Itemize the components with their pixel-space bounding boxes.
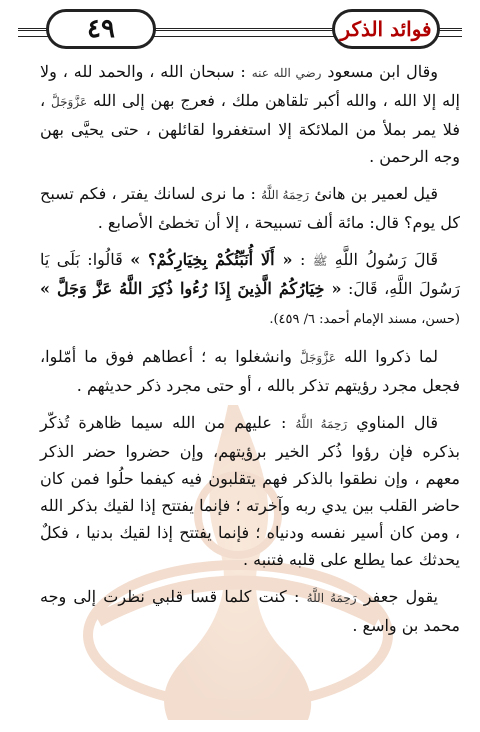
text-run: قَالُوا: بَلَى يَا رَسُولَ اللَّهِ، قَالَ: [40,250,460,298]
paragraph [40,180,460,236]
paragraph [40,343,460,399]
honorific: رَحِمَهُ اللَّهُ [306,591,357,605]
citation: (حسن، مسند الإمام أحمد: ٦/ ٤٥٩). [269,312,460,327]
text-run: : [292,250,313,269]
paragraph [40,409,460,573]
text-run: يقول جعفر [356,587,439,606]
text-run: ، فلا يمر بملأ من الملائكة إلا استغفروا لقائلهن ، حتى يحيَّى بهن وجه الرحمن . [40,91,460,166]
hadith-quote: « خِيَارُكُمُ الَّذِينَ إِذَا رُءُوا ذُكِرَ اللَّهُ عَزَّ وَجَلَّ » [40,279,342,298]
page-number: ٤٩ [87,14,115,44]
book-title: فوائد الذكر [340,17,432,41]
hadith-quote: « أَلَا أُنَبِّئُكُمْ بِخِيَارِكُمْ؟ » [130,250,293,269]
text-run: : كنت كلما قسا قلبي نظرت إلى وجه محمد بن واسع . [40,587,460,635]
honorific: عَزَّوَجَلَّ [51,95,88,109]
paragraph [40,583,460,639]
text-run: وقال ابن مسعود [321,62,438,81]
text-run: : سبحان الله ، والحمد لله ، ولا إله إلا الله ، والله أكبر تلقاهن ملك ، فعرج بهن إلى الله [40,62,460,110]
honorific: عَزَّوَجَلَّ [299,351,336,365]
paragraph [40,246,460,333]
text-run: قَالَ رَسُولُ اللَّهِ [327,250,439,269]
text-run: قيل لعمير بن هانئ [309,184,439,203]
honorific: رَحِمَهُ اللَّهُ [261,188,310,202]
text-run: : ما نرى لسانك يفتر ، فكم تسبح كل يوم؟ قال: مائة ألف تسبيحة ، إلا أن تخطئ الأصابع . [40,184,460,232]
text-run: وانشغلوا به ؛ أعطاهم فوق ما أمّلوا، فجعل مجرد رؤيتهم تذكر بالله ، أو حتى مجرد ذكر حديثهم . [40,347,460,395]
honorific: ﷺ [312,254,328,268]
honorific: رضي الله عنه [251,66,322,80]
text-run: لما ذكروا الله [336,347,438,366]
page-header [0,0,480,50]
text-run: قال المناوي [347,413,439,432]
text-run: : عليهم من الله سيما ظاهرة تُذكّر بذكره فإن رؤوا ذُكر الخير برؤيتهم، وإن حضروا حضر الذكر معهم ، وإن نطقوا بالذكر فهم يتقلبون فيه كيفما حلُوا فمن كان حاضر القلب بين يدي ربه وآخرته ؛ فإنما يفتتح إذا لقيك بذكر الله ، ومن كان أسير نفسه ودنياه ؛ فإنما يفتتح إذا لقيك بدنيا ، فكلٌ يحدثك عما يطلع على قلبه فتنبه . [40,413,460,569]
book-title-badge [332,9,440,49]
page-body [40,58,460,722]
page-number-badge [46,9,156,49]
honorific: رَحِمَهُ اللَّهُ [295,417,348,431]
paragraph [40,58,460,170]
